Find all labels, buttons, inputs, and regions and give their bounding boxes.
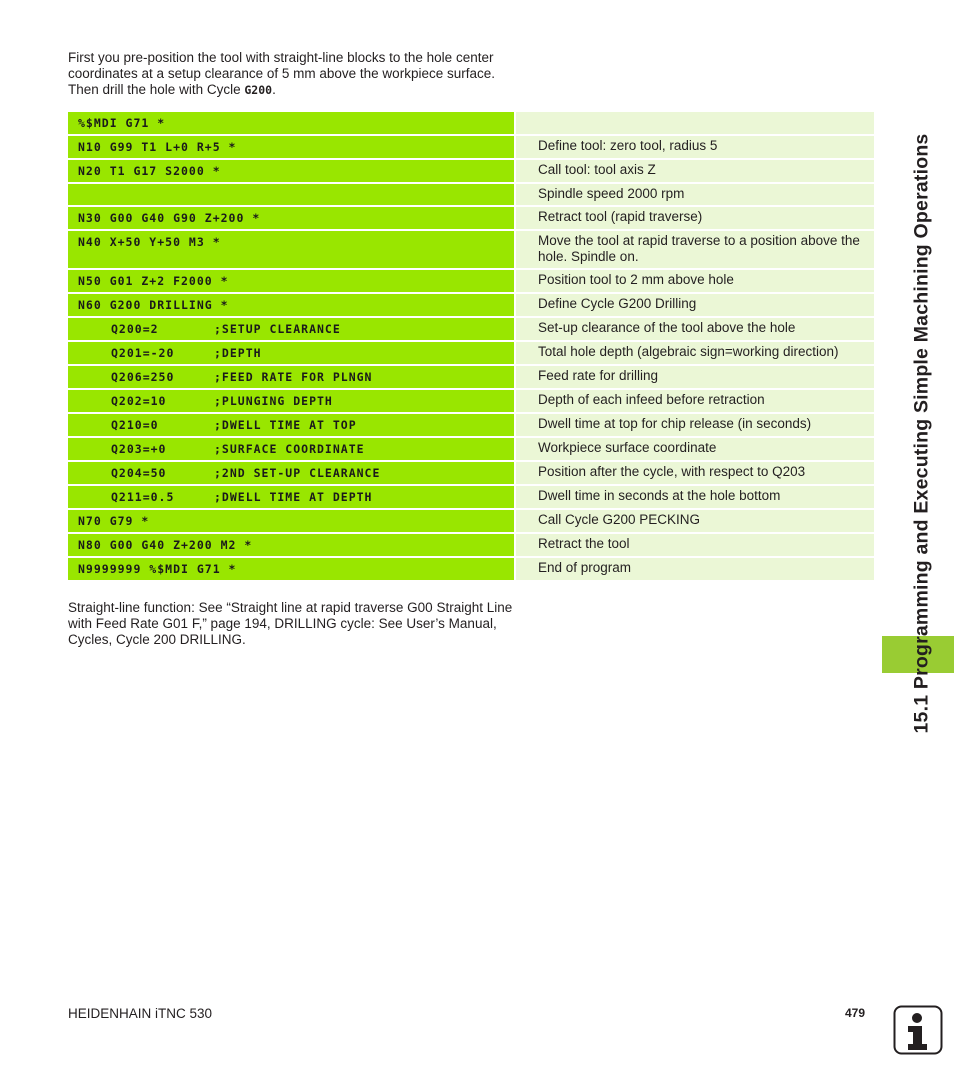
info-icon <box>893 1005 943 1055</box>
description-cell: Feed rate for drilling <box>516 366 874 388</box>
program-row <box>68 534 874 556</box>
intro-cycle-code: G200 <box>244 83 273 97</box>
description-cell: Retract tool (rapid traverse) <box>516 207 874 229</box>
cycle-parameter: Q204=50 <box>111 466 167 480</box>
intro-paragraph <box>68 50 518 98</box>
nc-code-cell <box>68 390 514 412</box>
nc-code-cell: N20 T1 G17 S2000 * <box>68 160 514 182</box>
description-cell: Set-up clearance of the tool above the hole <box>516 318 874 340</box>
description-cell: Dwell time in seconds at the hole bottom <box>516 486 874 508</box>
chapter-side-title <box>895 40 949 826</box>
nc-code-cell <box>68 366 514 388</box>
description-cell: Position after the cycle, with respect to Q203 <box>516 462 874 484</box>
program-row <box>68 270 874 292</box>
parameter-comment: ;DWELL TIME AT TOP <box>214 418 357 432</box>
program-row <box>68 160 874 182</box>
program-row <box>68 231 874 268</box>
nc-code-cell <box>68 318 514 340</box>
program-row <box>68 294 874 316</box>
program-row <box>68 510 874 532</box>
cycle-parameter: Q202=10 <box>111 394 167 408</box>
program-row <box>68 184 874 205</box>
nc-code-cell: N70 G79 * <box>68 510 514 532</box>
nc-code-cell: N50 G01 Z+2 F2000 * <box>68 270 514 292</box>
program-row <box>68 207 874 229</box>
cycle-parameter: Q203=+0 <box>111 442 167 456</box>
program-listing <box>68 112 874 582</box>
program-row <box>68 318 874 340</box>
program-row <box>68 486 874 508</box>
description-cell: Depth of each infeed before retraction <box>516 390 874 412</box>
nc-code-cell: N9999999 %$MDI G71 * <box>68 558 514 580</box>
nc-code-cell: N60 G200 DRILLING * <box>68 294 514 316</box>
outro-paragraph: Straight-line function: See “Straight line at rapid traverse G00 Straight Line with Feed Rate G01 F,” page 194, DRILLING cycle: See User’s Manual, Cycles, Cycle 200 DRILLING. <box>68 600 513 647</box>
nc-code-cell: N10 G99 T1 L+0 R+5 * <box>68 136 514 158</box>
parameter-comment: ;2ND SET-UP CLEARANCE <box>214 466 381 480</box>
nc-code-cell <box>68 414 514 436</box>
program-row <box>68 462 874 484</box>
description-cell: Call Cycle G200 PECKING <box>516 510 874 532</box>
chapter-title-text: 15.1 Programming and Executing Simple Machining Operations <box>910 133 933 733</box>
cycle-parameter: Q211=0.5 <box>111 490 175 504</box>
description-cell: Spindle speed 2000 rpm <box>516 184 874 205</box>
intro-end: . <box>272 82 276 97</box>
nc-code-cell <box>68 486 514 508</box>
nc-code-cell <box>68 462 514 484</box>
cycle-parameter: Q210=0 <box>111 418 159 432</box>
page-number: 479 <box>845 1006 866 1020</box>
description-cell: Retract the tool <box>516 534 874 556</box>
cycle-parameter: Q200=2 <box>111 322 159 336</box>
description-cell: Workpiece surface coordinate <box>516 438 874 460</box>
cycle-parameter: Q201=-20 <box>111 346 175 360</box>
nc-code-cell: N40 X+50 Y+50 M3 * <box>68 231 514 268</box>
nc-code-cell <box>68 184 514 205</box>
program-row <box>68 558 874 580</box>
program-row <box>68 366 874 388</box>
description-cell: Define tool: zero tool, radius 5 <box>516 136 874 158</box>
program-row <box>68 390 874 412</box>
description-cell: Move the tool at rapid traverse to a position above the hole. Spindle on. <box>516 231 874 268</box>
parameter-comment: ;DEPTH <box>214 346 262 360</box>
parameter-comment: ;SURFACE COORDINATE <box>214 442 365 456</box>
description-cell: End of program <box>516 558 874 580</box>
description-cell <box>516 112 874 134</box>
nc-code-cell <box>68 342 514 364</box>
program-row <box>68 112 874 134</box>
intro-text: First you pre-position the tool with straight-line blocks to the hole center coordinates at a setup clearance of 5 mm above the workpiece surface. Then drill the hole with Cycle <box>68 50 495 97</box>
nc-code-cell <box>68 438 514 460</box>
parameter-comment: ;DWELL TIME AT DEPTH <box>214 490 373 504</box>
description-cell: Dwell time at top for chip release (in seconds) <box>516 414 874 436</box>
parameter-comment: ;PLUNGING DEPTH <box>214 394 333 408</box>
description-cell: Call tool: tool axis Z <box>516 160 874 182</box>
nc-code-cell: N30 G00 G40 G90 Z+200 * <box>68 207 514 229</box>
cycle-parameter: Q206=250 <box>111 370 175 384</box>
description-cell: Define Cycle G200 Drilling <box>516 294 874 316</box>
footer-manual-title: HEIDENHAIN iTNC 530 <box>68 1006 213 1021</box>
description-cell: Position tool to 2 mm above hole <box>516 270 874 292</box>
program-row <box>68 342 874 364</box>
nc-code-cell: N80 G00 G40 Z+200 M2 * <box>68 534 514 556</box>
parameter-comment: ;FEED RATE FOR PLNGN <box>214 370 373 384</box>
program-row <box>68 414 874 436</box>
parameter-comment: ;SETUP CLEARANCE <box>214 322 341 336</box>
program-row <box>68 438 874 460</box>
description-cell: Total hole depth (algebraic sign=working direction) <box>516 342 874 364</box>
nc-code-cell: %$MDI G71 * <box>68 112 514 134</box>
program-row <box>68 136 874 158</box>
